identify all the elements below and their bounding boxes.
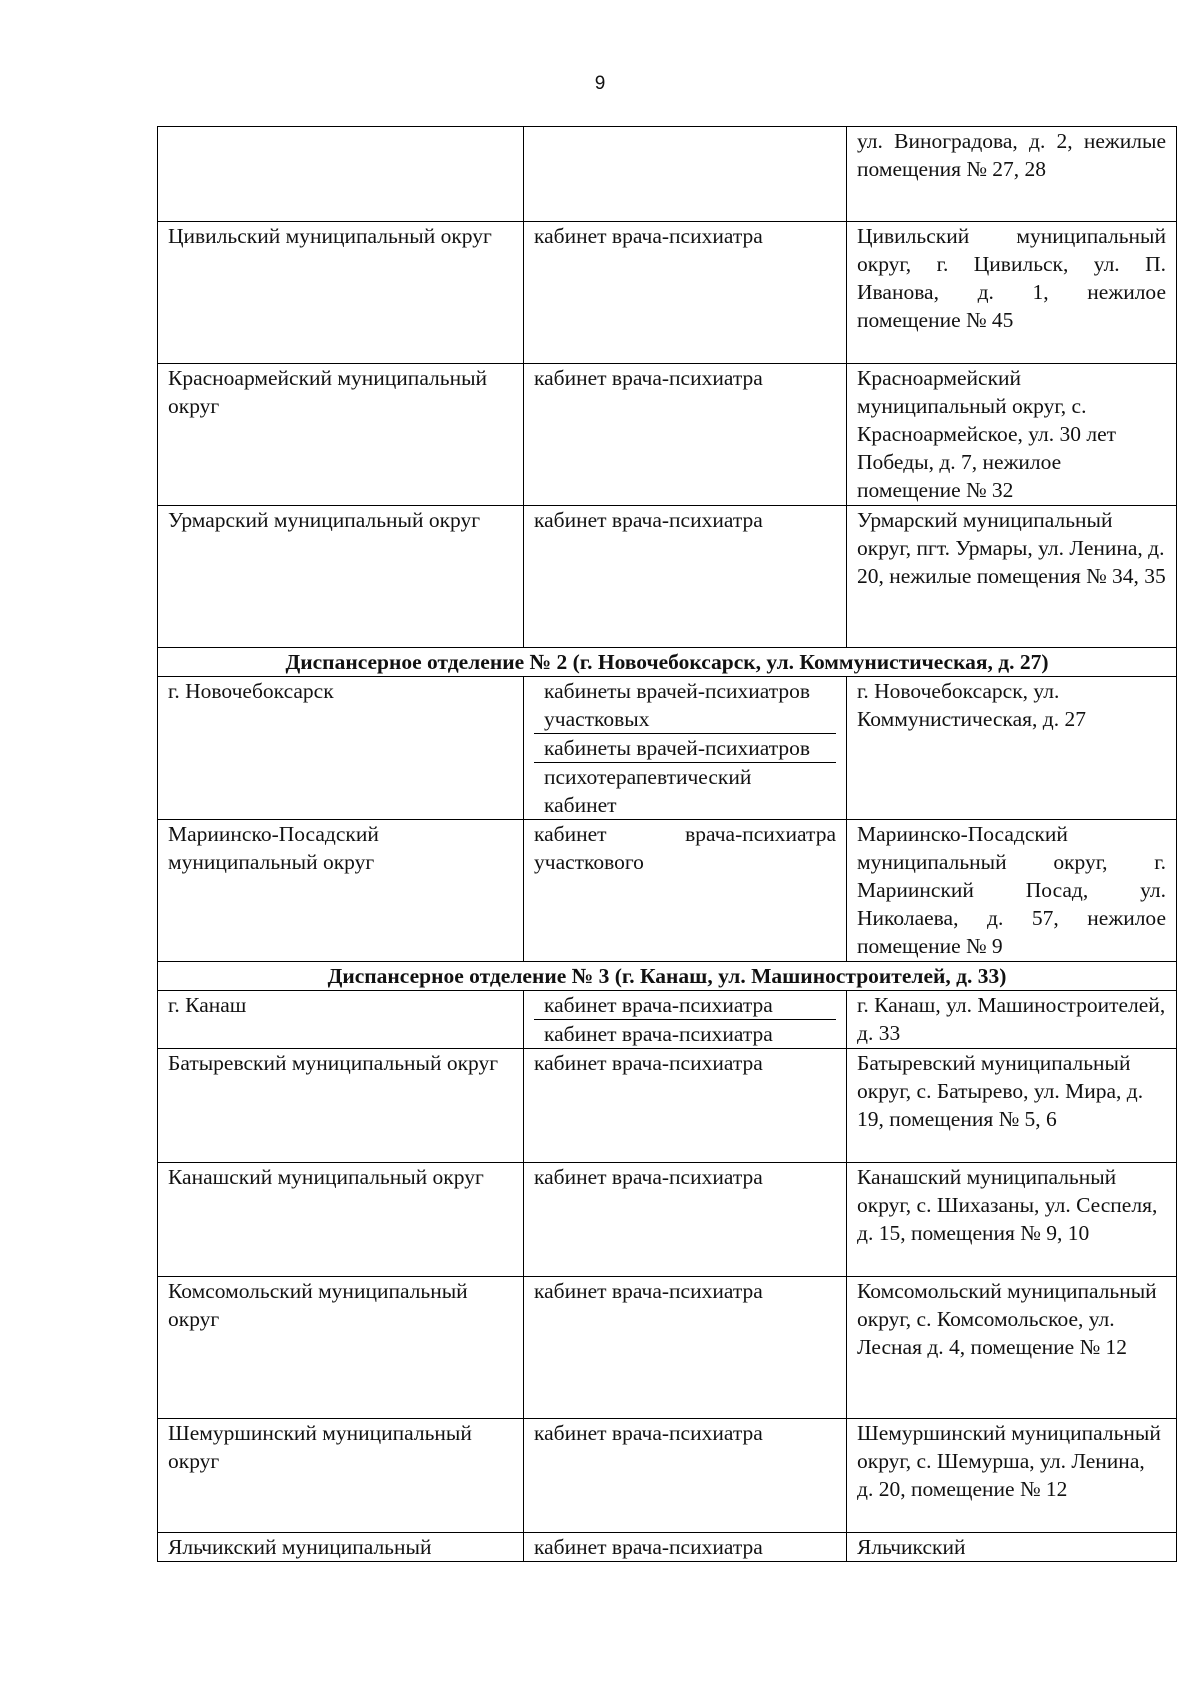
table-row <box>158 222 1177 364</box>
cabinet-group-cell <box>524 677 847 820</box>
table-row <box>158 1049 1177 1163</box>
address-cell: Канашский муниципальный округ, с. Шихазаны, ул. Сеспеля, д. 15, помещения № 9, 10 <box>847 1163 1177 1277</box>
district-cell: Мариинско-Посадский муниципальный округ <box>158 820 524 962</box>
cabinet-cell: кабинет врача-психиатра <box>534 1020 836 1049</box>
section-title: Диспансерное отделение № 2 (г. Новочебоксарск, ул. Коммунистическая, д. 27) <box>158 648 1177 677</box>
cabinet-cell: кабинет врача-психиатра <box>544 993 773 1017</box>
district-cell: Красноармейский муниципальный округ <box>158 364 524 506</box>
district-cell: г. Канаш <box>158 991 524 1049</box>
cabinet-cell: психотерапевтический кабинет <box>534 763 836 820</box>
cabinet-cell <box>524 127 847 222</box>
section-title: Диспансерное отделение № 3 (г. Канаш, ул. Машиностроителей, д. 33) <box>158 962 1177 991</box>
table-row <box>158 506 1177 648</box>
address-cell: Красноармейский муниципальный округ, с. Красноармейское, ул. 30 лет Победы, д. 7, нежилое помещение № 32 <box>847 364 1177 506</box>
cabinet-group-cell <box>524 991 847 1049</box>
cabinet-cell: кабинет врача-психиатра <box>524 1533 847 1562</box>
section-header <box>158 648 1177 677</box>
address-cell: Урмарский муниципальный округ, пгт. Урмары, ул. Ленина, д. 20, нежилые помещения № 34, 35 <box>847 506 1177 648</box>
address-cell: г. Новочебоксарск, ул. Коммунистическая, д. 27 <box>847 677 1177 820</box>
address-cell: г. Канаш, ул. Машиностроителей, д. 33 <box>847 991 1177 1049</box>
table-row <box>158 127 1177 222</box>
cabinet-cell: кабинет врача-психиатра участкового <box>524 820 847 962</box>
table-row <box>158 991 1177 1049</box>
table-row <box>158 1277 1177 1419</box>
district-cell: Цивильский муниципальный округ <box>158 222 524 364</box>
district-cell: Комсомольский муниципальный округ <box>158 1277 524 1419</box>
table-row <box>158 1419 1177 1533</box>
table-row <box>158 1533 1177 1562</box>
institutions-table <box>157 126 1177 1562</box>
district-cell <box>158 127 524 222</box>
cabinet-cell: кабинет врача-психиатра <box>524 1049 847 1163</box>
address-cell: Яльчикский <box>847 1533 1177 1562</box>
address-cell: Цивильский муниципальный округ, г. Цивильск, ул. П. Иванова, д. 1, нежилое помещение № 45 <box>847 222 1177 364</box>
address-cell: ул. Виноградова, д. 2, нежилые помещения № 27, 28 <box>847 127 1177 222</box>
table-row <box>158 1163 1177 1277</box>
page-number: 9 <box>594 73 606 94</box>
cabinet-cell: кабинет врача-психиатра <box>524 1163 847 1277</box>
district-cell: Урмарский муниципальный округ <box>158 506 524 648</box>
district-cell: Яльчикский муниципальный <box>158 1533 524 1562</box>
cabinet-cell: кабинет врача-психиатра <box>524 364 847 506</box>
district-cell: г. Новочебоксарск <box>158 677 524 820</box>
table-row <box>158 820 1177 962</box>
district-cell: Шемуршинский муниципальный округ <box>158 1419 524 1533</box>
cabinet-cell: кабинеты врачей-психиатров участковых <box>544 679 811 731</box>
cabinet-cell: кабинет врача-психиатра <box>524 1419 847 1533</box>
cabinet-cell: кабинеты врачей-психиатров <box>534 734 836 763</box>
table-row <box>158 677 1177 820</box>
section-header <box>158 962 1177 991</box>
cabinet-sublist <box>534 677 836 819</box>
address-cell: Комсомольский муниципальный округ, с. Комсомольское, ул. Лесная д. 4, помещение № 12 <box>847 1277 1177 1419</box>
cabinet-sublist <box>534 991 836 1048</box>
cabinet-cell: кабинет врача-психиатра <box>524 222 847 364</box>
address-cell: Мариинско-Посадский муниципальный округ, г. Мариинский Посад, ул. Николаева, д. 57, нежилое помещение № 9 <box>847 820 1177 962</box>
cabinet-cell: кабинет врача-психиатра <box>524 1277 847 1419</box>
district-cell: Канашский муниципальный округ <box>158 1163 524 1277</box>
address-cell: Батыревский муниципальный округ, с. Батырево, ул. Мира, д. 19, помещения № 5, 6 <box>847 1049 1177 1163</box>
table-row <box>158 364 1177 506</box>
cabinet-cell: кабинет врача-психиатра <box>524 506 847 648</box>
district-cell: Батыревский муниципальный округ <box>158 1049 524 1163</box>
address-cell: Шемуршинский муниципальный округ, с. Шемурша, ул. Ленина, д. 20, помещение № 12 <box>847 1419 1177 1533</box>
